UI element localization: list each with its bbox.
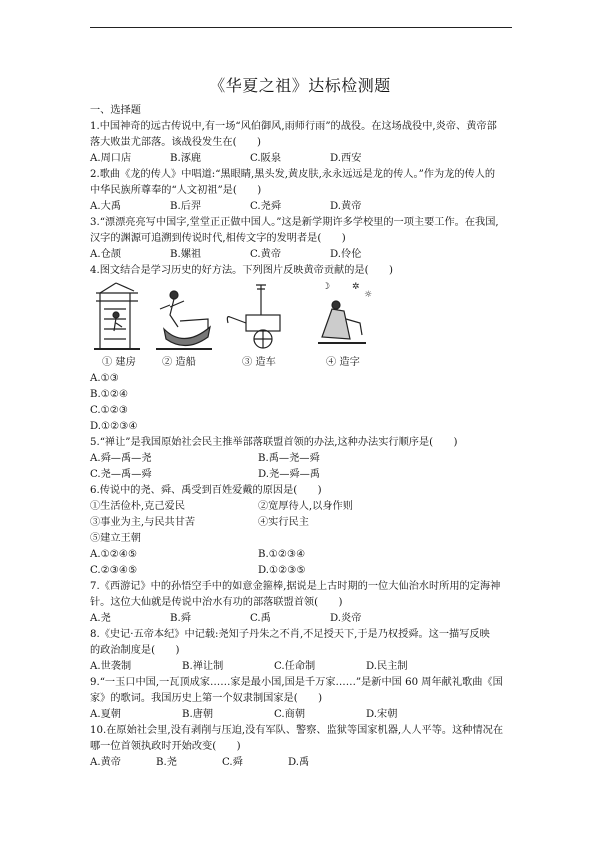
q10-text-1: 10.在原始社会里,没有剥削与压迫,没有军队、警察、监狱等国家机器,人人平等。这种情况在: [90, 725, 504, 736]
q7-text-1: 7.《西游记》中的孙悟空手中的如意金箍棒,据说是上古时期的一位大仙治水时所用的定海神: [90, 581, 501, 592]
q6-option-c: C.②③④⑤: [90, 565, 138, 576]
q4-option-a: A.①③: [90, 373, 119, 384]
q1-text-1: 1.中国神奇的远古传说中,有一场“风伯御风,雨师行雨”的战役。在这场战役中,炎帝、黄帝部: [90, 121, 497, 132]
q1-text-2: 落大败蚩尤部落。该战役发生在( ): [90, 137, 261, 148]
q9-options: [90, 707, 520, 723]
q10-option-d: D.禹: [288, 757, 310, 768]
q1-option-d: D.西安: [330, 153, 362, 164]
q9-option-c: C.商朝: [274, 709, 306, 720]
q6-item-2: ②宽厚待人,以身作则: [258, 501, 353, 512]
character-creation-illustration: [318, 282, 372, 343]
q4-captions: [90, 355, 520, 371]
q1-option-c: C.阪泉: [250, 153, 282, 164]
q3-option-b: B.嫘祖: [170, 249, 202, 260]
page-title: 《华夏之祖》达标检测题: [209, 76, 391, 95]
q8-options: [90, 659, 520, 675]
q4-caption-4: ④ 造字: [326, 357, 360, 368]
svg-text:☽: ☽: [322, 282, 331, 292]
q7-option-a: A.尧: [90, 613, 111, 624]
q8-option-c: C.任命制: [274, 661, 316, 672]
q6-options-row-2: [90, 563, 520, 579]
q9-option-d: D.宋朝: [366, 709, 398, 720]
q4-option-b: B.①②④: [90, 389, 129, 400]
q5-option-d: D.尧—舜—禹: [258, 469, 320, 480]
q1-option-a: A.周口店: [90, 153, 132, 164]
q6-item-3: ③事业为主,与民共甘苦: [90, 517, 196, 528]
q5-options-row-2: [90, 467, 520, 483]
q5-option-b: B.禹—尧—舜: [258, 453, 320, 464]
q7-option-c: C.禹: [250, 613, 271, 624]
q3-options: [90, 247, 520, 263]
cart-illustration: [227, 285, 280, 348]
q6-option-b: B.①②③④: [258, 549, 306, 560]
svg-text:☼: ☼: [364, 290, 373, 300]
q8-text-1: 8.《史记·五帝本纪》中记载:尧知子丹朱之不肖,不足授天下,于是乃权授舜。这一描写反映: [90, 629, 490, 640]
q2-text-2: 中华民族所尊奉的“人文初祖”是( ): [90, 185, 262, 196]
q3-option-a: A.仓颉: [90, 249, 121, 260]
q10-option-c: C.舜: [222, 757, 243, 768]
svg-text:✲: ✲: [352, 282, 360, 292]
q10-options: [90, 755, 520, 771]
q3-text-1: 3.“漂漂亮亮写中国字,堂堂正正做中国人。”这是新学期许多学校里的一项主要工作。在我国,: [90, 217, 499, 228]
q5-option-c: C.尧—禹—舜: [90, 469, 152, 480]
q7-option-b: B.舜: [170, 613, 191, 624]
question-list: [90, 103, 520, 771]
header-rule: [90, 27, 512, 28]
q6-items-row-2: [90, 515, 520, 531]
q2-options: [90, 199, 520, 215]
q6-items-row-1: [90, 499, 520, 515]
q3-option-d: D.伶伦: [330, 249, 362, 260]
q8-text-2: 的政治制度是( ): [90, 645, 180, 656]
q7-option-d: D.炎帝: [330, 613, 362, 624]
q7-text-2: 针。这位大仙就是传说中治水有功的部落联盟首领( ): [90, 597, 343, 608]
q4-option-c: C.①②③: [90, 405, 129, 416]
q6-text-1: 6.传说中的尧、舜、禹受到百姓爱戴的原因是( ): [90, 485, 322, 496]
section-heading: 一、选择题: [90, 105, 141, 116]
q7-options: [90, 611, 520, 627]
boat-building-illustration: [156, 291, 212, 349]
q2-text-1: 2.歌曲《龙的传人》中唱道:“黑眼睛,黑头发,黄皮肤,永永远远是龙的传人。”作为龙的传人的: [90, 169, 496, 180]
q5-options-row-1: [90, 451, 520, 467]
q4-caption-2: ② 造船: [162, 357, 196, 368]
house-building-illustration: [94, 283, 140, 349]
q1-option-b: B.涿鹿: [170, 153, 202, 164]
q6-item-4: ④实行民主: [258, 517, 309, 528]
q9-text-1: 9.“一玉口中国,一瓦顶成家……家是最小国,国是千万家……”是新中国 60 周年献礼歌曲《国: [90, 677, 503, 688]
q10-option-b: B.尧: [156, 757, 177, 768]
q5-option-a: A.舜—禹—尧: [90, 453, 152, 464]
q2-option-b: B.后羿: [170, 201, 202, 212]
q8-option-b: B.禅让制: [182, 661, 224, 672]
q6-item-1: ①生活俭朴,克己爱民: [90, 501, 185, 512]
q9-option-b: B.唐朝: [182, 709, 214, 720]
q3-text-2: 汉字的渊源可追溯到传说时代,相传文字的发明者是( ): [90, 233, 346, 244]
q1-options: [90, 151, 520, 167]
q6-options-row-1: [90, 547, 520, 563]
q9-text-2: 家》的歌词。我国历史上第一个奴隶制国家是( ): [90, 693, 323, 704]
q5-text-1: 5.“禅让”是我国原始社会民主推举部落联盟首领的办法,这种办法实行顺序是( ): [90, 437, 458, 448]
q4-caption-1: ① 建房: [102, 357, 136, 368]
q6-option-d: D.①②③⑤: [258, 565, 306, 576]
q4-caption-3: ③ 造车: [242, 357, 276, 368]
q9-option-a: A.夏朝: [90, 709, 121, 720]
q4-text-1: 4.图文结合是学习历史的好方法。下列图片反映黄帝贡献的是( ): [90, 265, 393, 276]
q10-option-a: A.黄帝: [90, 757, 121, 768]
q10-text-2: 哪一位首领执政时开始改变( ): [90, 741, 241, 752]
q8-option-a: A.世袭制: [90, 661, 132, 672]
q6-item-5: ⑤建立王朝: [90, 533, 141, 544]
q3-option-c: C.黄帝: [250, 249, 282, 260]
q8-option-d: D.民主制: [366, 661, 408, 672]
q4-option-d: D.①②③④: [90, 421, 138, 432]
q4-illustrations: [90, 279, 390, 355]
q2-option-c: C.尧舜: [250, 201, 282, 212]
q2-option-d: D.黄帝: [330, 201, 362, 212]
q2-option-a: A.大禹: [90, 201, 121, 212]
q4-figure: [90, 279, 520, 355]
q6-option-a: A.①②④⑤: [90, 549, 138, 560]
